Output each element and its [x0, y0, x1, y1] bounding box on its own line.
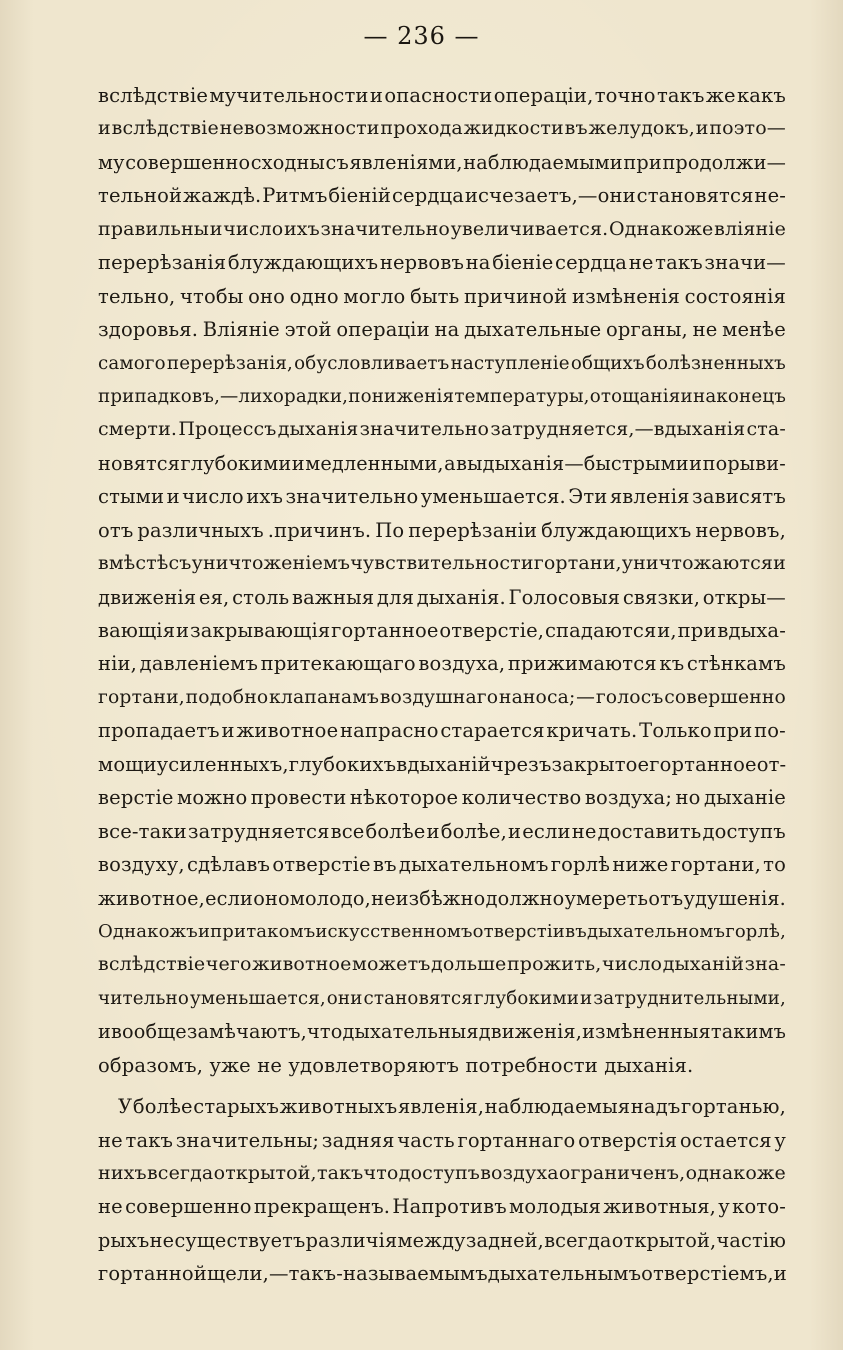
text-line: животное, если оно молодо, неизбѣжно должно умереть отъ удушенія.: [98, 886, 786, 910]
text-line: все-таки затрудняется все болѣе и болѣе, и если не доставить доступъ: [98, 819, 786, 843]
text-line: пропадаетъ и животное напрасно старается кричать. Только при по-: [98, 719, 786, 743]
page-number: — 236 —: [363, 22, 480, 50]
text-line: му совершенно сходны съ явленіями, наблюдаемыми при продолжи—: [98, 150, 786, 174]
paragraph-gap: [98, 1082, 786, 1090]
text-line: нихъ всегда открытой, такъ что доступъ воздуха ограниченъ, однакоже: [98, 1162, 786, 1184]
paragraph-1: [98, 79, 786, 1082]
text-line: движенія ея, столь важныя для дыханія. Голосовыя связки, откры—: [98, 585, 786, 609]
text-line: верстіе можно провести нѣкоторое количество воздуха; но дыханіе: [98, 786, 786, 810]
text-line: вающія и закрывающія гортанное отверстіе, спадаются и, при вдыха-: [98, 619, 786, 642]
text-line: правильны и число ихъ значительно увеличивается. Однакоже вліяніе: [98, 217, 786, 240]
text-line: вмѣстѣ съ уничтоженіемъ чувствительности гортани, уничтожаются и: [98, 552, 786, 575]
text-line: Однакожъ и при такомъ искусственномъ отверстіи въ дыхательномъ горлѣ,: [98, 920, 786, 942]
text-line: вслѣдствіе чего животное можетъ дольше прожить, число дыханій зна-: [98, 953, 786, 976]
text-line: чительно уменьшается, они становятся глубокими и затруднительными,: [98, 987, 786, 1009]
text-line: не такъ значительны; задняя часть гортаннаго отверстія остается у: [98, 1128, 786, 1152]
text-line: перерѣзанія блуждающихъ нервовъ на біеніе сердца не такъ значи—: [98, 251, 786, 275]
text-line: гортани, подобно клапанамъ воздушнаго наноса; — голосъ совершенно: [98, 686, 786, 708]
text-line: стыми и число ихъ значительно уменьшается. Эти явленія зависятъ: [98, 485, 786, 509]
body-text: [98, 79, 786, 1291]
text-line: не совершенно прекращенъ. Напротивъ молодыя животныя, у кото-: [98, 1195, 786, 1219]
text-line: образомъ, уже не удовлетворяютъ потребности дыханія.: [98, 1053, 694, 1077]
text-line: ніи, давленіемъ притекающаго воздуха, прижимаются къ стѣнкамъ: [98, 652, 786, 676]
text-line: смерти. Процессъ дыханія значительно затрудняется,—вдыханія ста-: [98, 418, 786, 441]
text-line: отъ различныхъ .причинъ. По перерѣзаніи блуждающихъ нервовъ,: [98, 518, 786, 542]
text-line: и вслѣдствіе невозможности прохода жидкости въ желудокъ, и поэто—: [98, 117, 786, 140]
text-line: и вообще замѣчаютъ, что дыхательныя движенія, измѣненныя такимъ: [98, 1020, 786, 1044]
text-line: рыхъ не существуетъ различія между задней, всегда открытой, частію: [98, 1228, 786, 1252]
text-line: вслѣдствіе мучительности и опасности операціи, точно такъ же какъ: [98, 84, 786, 107]
text-line: тельной жаждѣ. Ритмъ біеній сердца исчезаетъ,—они становятся не-: [98, 184, 786, 208]
text-line: припадковъ,—лихорадки, пониженія температуры, отощанія и наконецъ: [98, 385, 786, 407]
text-line: самого перерѣзанія, обусловливаетъ наступленіе общихъ болѣзненныхъ: [98, 352, 786, 374]
text-line: здоровья. Вліяніе этой операціи на дыхательные органы, не менѣе: [98, 318, 786, 342]
text-line: воздуху, сдѣлавъ отверстіе въ дыхательномъ горлѣ ниже гортани, то: [98, 853, 786, 877]
text-line: мощи усиленныхъ, глубокихъ вдыханій чрезъ закрытое гортанное от-: [98, 752, 787, 776]
paragraph-2: [98, 1090, 786, 1291]
text-line: У болѣе старыхъ животныхъ явленія, наблюдаемыя надъ гортанью,: [118, 1095, 786, 1119]
text-line: новятся глубокими и медленными, а выдыханія—быстрыми и порыви-: [98, 451, 786, 475]
text-line: тельно, чтобы оно одно могло быть причиной измѣненія состоянія: [98, 284, 786, 308]
text-line: гортанной щели, — такъ-называемымъ дыхательнымъ отверстіемъ, и: [98, 1262, 787, 1286]
